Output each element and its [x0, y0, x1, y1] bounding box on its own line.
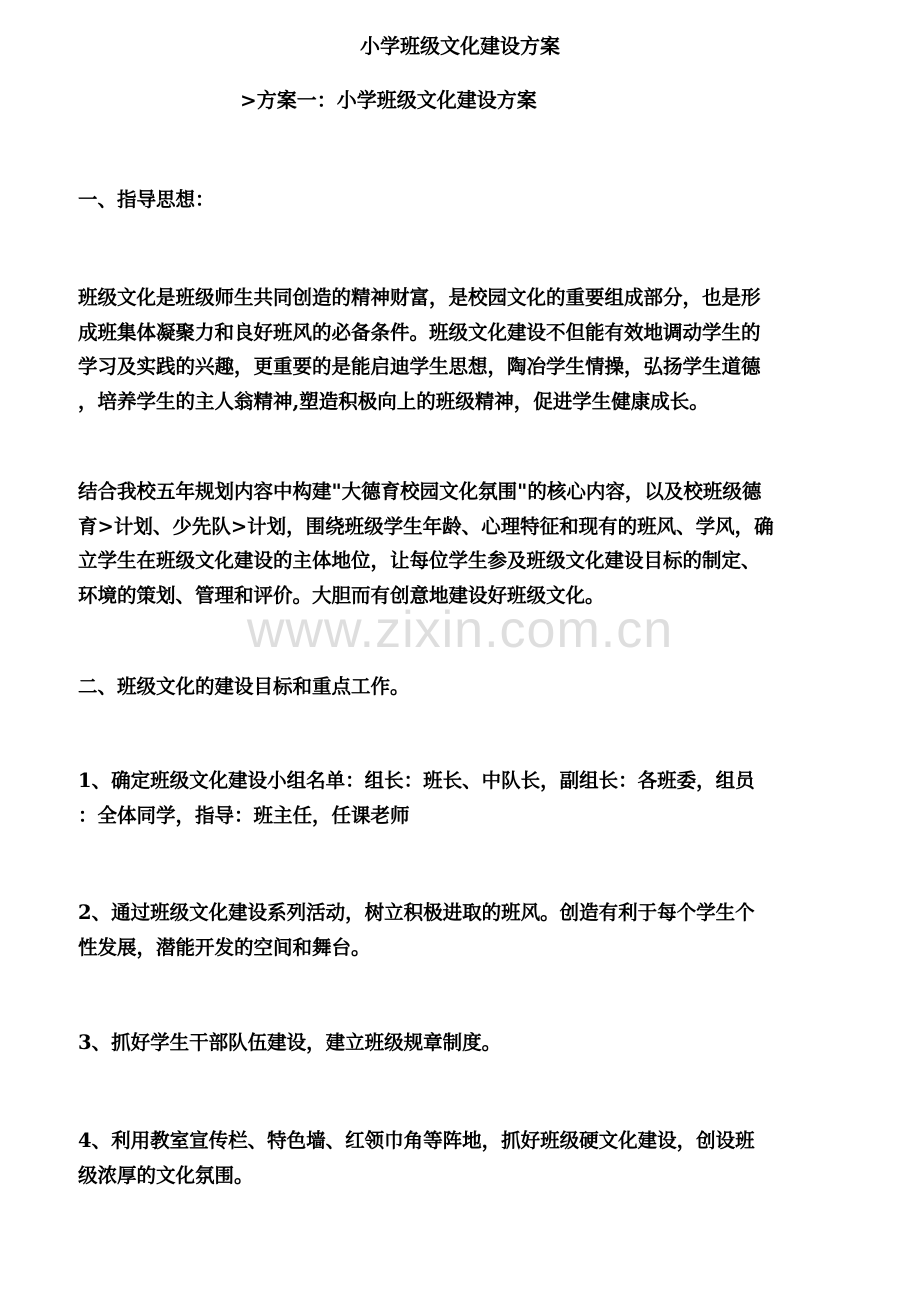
watermark: www.zixin.com.cn	[246, 601, 674, 659]
paragraph-line: 班级文化是班级师生共同创造的精神财富，是校园文化的重要组成部分，也是形	[78, 286, 761, 309]
paragraph-line: 学习及实践的兴趣，更重要的是能启迪学生思想，陶冶学生情操，弘扬学生道德	[78, 355, 761, 378]
section-heading-text: 一、指导思想：	[78, 188, 215, 211]
list-item-2	[78, 896, 842, 965]
paragraph-class-culture	[78, 281, 842, 419]
paragraph-line: ，培养学生的主人翁精神,塑造积极向上的班级精神，促进学生健康成长。	[78, 389, 709, 413]
section-heading-text: 二、班级文化的建设目标和重点工作。	[78, 675, 410, 698]
list-item-line: 级浓厚的文化氛围。	[78, 1163, 254, 1187]
list-item-line: ：全体同学，指导：班主任，任课老师	[78, 803, 410, 827]
paragraph-line: 成班集体凝聚力和良好班风的必备条件。班级文化建设不但能有效地调动学生的	[78, 320, 761, 344]
paragraph-line: 环境的策划、管理和评价。大胆而有创意地建设好班级文化。	[78, 583, 605, 607]
list-item-line: 1、确定班级文化建设小组名单：组长：班长、中队长，副组长：各班委，组员	[78, 769, 755, 792]
list-item-line: 3、抓好学生干部队伍建设，建立班级规章制度。	[78, 1031, 502, 1054]
paragraph-five-year-plan	[78, 475, 842, 613]
section-heading-goals	[78, 670, 842, 705]
paragraph-line: 育>计划、少先队>计划，围绕班级学生年龄、心理特征和现有的班风、学风，确	[78, 514, 774, 538]
list-item-line: 2、通过班级文化建设系列活动，树立积极进取的班风。创造有利于每个学生个	[78, 901, 755, 924]
list-item-line: 性发展，潜能开发的空间和舞台。	[78, 935, 371, 959]
list-item-1	[78, 764, 842, 833]
section-heading-guiding-thought	[78, 183, 842, 218]
document-title: 小学班级文化建设方案	[360, 34, 560, 58]
list-item-line: 4、利用教室宣传栏、特色墙、红领巾角等阵地，抓好班级硬文化建设，创设班	[78, 1129, 755, 1152]
list-item-3	[78, 1026, 842, 1061]
paragraph-line: 结合我校五年规划内容中构建"大德育校园文化氛围"的核心内容，以及校班级德	[78, 480, 762, 503]
document-subtitle: >方案一：小学班级文化建设方案	[240, 88, 537, 112]
paragraph-line: 立学生在班级文化建设的主体地位，让每位学生参及班级文化建设目标的制定、	[78, 549, 761, 572]
list-item-4	[78, 1124, 842, 1193]
